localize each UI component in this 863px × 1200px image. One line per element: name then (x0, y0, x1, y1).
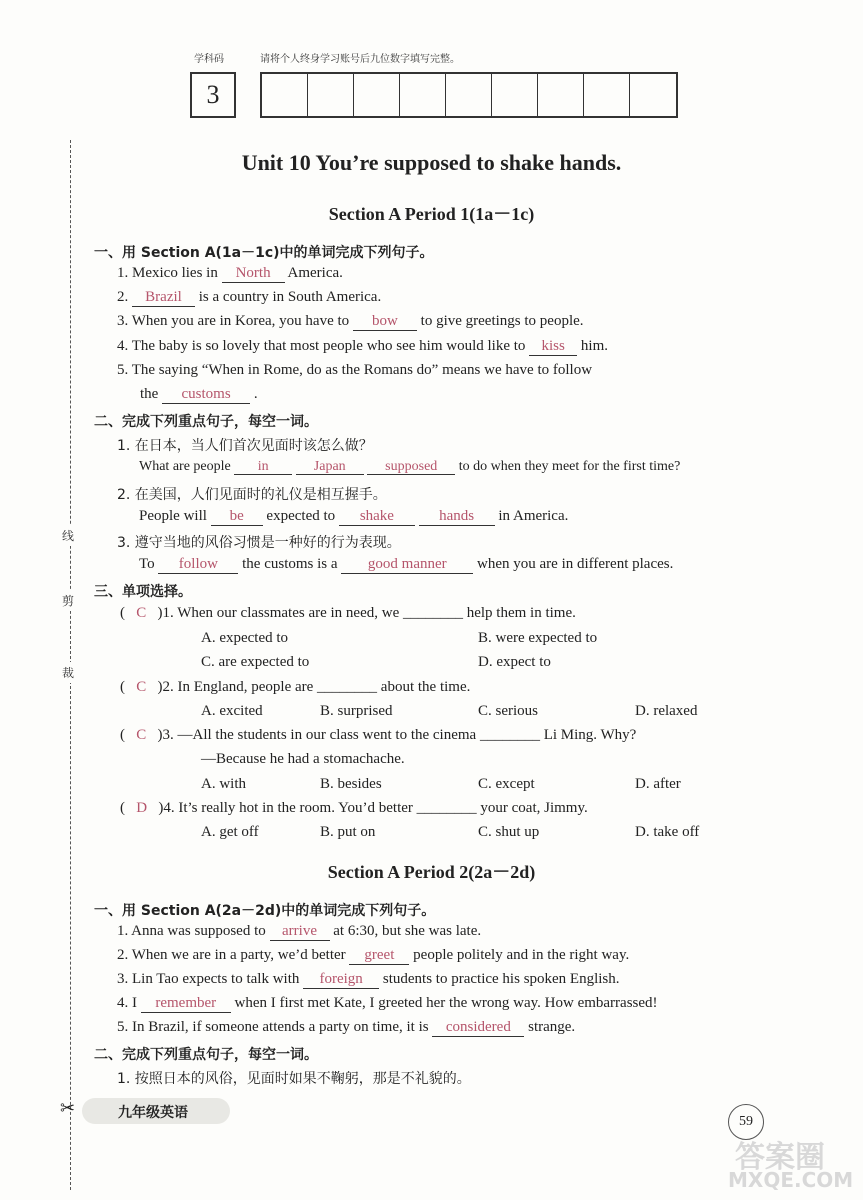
mc-option: C. are expected to (201, 654, 310, 670)
answer-blank: arrive (270, 923, 330, 941)
mc-option: A. with (201, 776, 246, 792)
section-title: Section A Period 2(2a－2d) (327, 862, 536, 882)
answer-blank: bow (353, 313, 417, 331)
chinese-sentence: 2. 在美国，人们见面时的礼仪是相互握手。 (117, 487, 387, 503)
question-line: 2. When we are in a party, we’d better greet people politely and in the right way. (117, 947, 630, 963)
watermark-logo: 答案圈 (735, 1140, 825, 1175)
digit-cell (400, 74, 446, 116)
answer-blank: kiss (529, 338, 577, 356)
mc-answer: C (136, 605, 147, 621)
part-heading: 三、单项选择。 (94, 584, 192, 600)
answer-blank: supposed (367, 459, 455, 475)
answer-blank: greet (349, 947, 409, 965)
mc-option: D. after (635, 776, 681, 792)
digit-cell (630, 74, 676, 116)
mc-answer: C (136, 727, 147, 743)
mc-option: B. surprised (320, 703, 393, 719)
book-title: 九年级英语 (118, 1105, 188, 1121)
answer-blank: in (234, 459, 292, 475)
watermark-url: MXQE.COM (728, 1168, 854, 1192)
page-number: 59 (728, 1104, 764, 1140)
subject-code-label: 学科码 (194, 54, 224, 65)
digit-cell (308, 74, 354, 116)
mc-option: D. relaxed (635, 703, 698, 719)
question-line: 2. Brazil is a country in South America. (117, 289, 382, 305)
scissors-icon: ✂ (60, 1098, 76, 1118)
mc-option: B. were expected to (478, 630, 598, 646)
cut-mark: 裁 (62, 662, 74, 683)
answer-blank: customs (162, 386, 250, 404)
question-line: To follow the customs is a good manner when you are in different places. (139, 556, 674, 572)
account-digit-cells (260, 72, 678, 118)
digit-cell (538, 74, 584, 116)
mc-option: C. shut up (478, 824, 540, 840)
question-line: 4. The baby is so lovely that most people who see him would like to kiss him. (117, 338, 609, 354)
mc-question-continuation: —Because he had a stomachache. (201, 751, 405, 767)
digit-cell (584, 74, 630, 116)
answer-blank: foreign (303, 971, 379, 989)
mc-question: ( D )4. It’s really hot in the room. You’d better ________ your coat, Jimmy. (120, 800, 588, 816)
part-heading: 一、用 Section A(1a－1c)中的单词完成下列句子。 (94, 245, 434, 261)
subject-code-box (190, 72, 236, 118)
mc-option: A. excited (201, 703, 263, 719)
mc-option: B. besides (320, 776, 382, 792)
answer-blank: considered (432, 1019, 524, 1037)
mc-option: A. expected to (201, 630, 289, 646)
question-line: 5. The saying “When in Rome, do as the Romans do” means we have to follow (117, 362, 593, 378)
mc-answer: C (136, 679, 147, 695)
chinese-sentence: 1. 按照日本的风俗，见面时如果不鞠躬，那是不礼貌的。 (117, 1071, 471, 1087)
digit-cell (262, 74, 308, 116)
answer-blank: hands (419, 508, 495, 526)
mc-question: ( C )1. When our classmates are in need, we ________ help them in time. (120, 605, 576, 621)
answer-blank: be (211, 508, 263, 526)
question-line: 1. Mexico lies in North America. (117, 265, 343, 281)
mc-option: D. expect to (478, 654, 551, 670)
header-instruction: 请将个人终身学习账号后九位数字填写完整。 (260, 54, 460, 65)
question-line: What are people in Japan supposed to do when they meet for the first time? (139, 459, 681, 474)
mc-option: B. put on (320, 824, 376, 840)
mc-option: A. get off (201, 824, 259, 840)
chinese-sentence: 1. 在日本，当人们首次见面时该怎么做？ (117, 438, 373, 454)
unit-title: Unit 10 You’re supposed to shake hands. (241, 150, 622, 175)
question-line: 5. In Brazil, if someone attends a party on time, it is considered strange. (117, 1019, 576, 1035)
part-heading: 二、完成下列重点句子，每空一词。 (94, 1047, 318, 1063)
mc-option: D. take off (635, 824, 700, 840)
answer-blank: North (222, 265, 285, 283)
digit-cell (446, 74, 492, 116)
cut-mark: 线 (62, 525, 74, 546)
answer-blank: follow (158, 556, 238, 574)
part-heading: 一、用 Section A(2a－2d)中的单词完成下列句子。 (94, 903, 436, 919)
digit-cell (492, 74, 538, 116)
question-line: 3. Lin Tao expects to talk with foreign students to practice his spoken English. (117, 971, 620, 987)
mc-option: C. serious (478, 703, 538, 719)
part-heading: 二、完成下列重点句子，每空一词。 (94, 414, 318, 430)
mc-answer: D (136, 800, 148, 816)
mc-question: ( C )3. —All the students in our class went to the cinema ________ Li Ming. Why? (120, 727, 637, 743)
mc-option: C. except (478, 776, 535, 792)
answer-blank: Brazil (132, 289, 195, 307)
question-line: 3. When you are in Korea, you have to bow to give greetings to people. (117, 313, 584, 329)
answer-blank: shake (339, 508, 415, 526)
digit-cell (354, 74, 400, 116)
answer-blank: remember (141, 995, 231, 1013)
section-title: Section A Period 1(1a－1c) (328, 204, 535, 224)
question-line: the customs . (140, 386, 258, 402)
answer-blank: good manner (341, 556, 473, 574)
question-line: People will be expected to shake hands in America. (139, 508, 569, 524)
chinese-sentence: 3. 遵守当地的风俗习惯是一种好的行为表现。 (117, 535, 401, 551)
mc-question: ( C )2. In England, people are ________ about the time. (120, 679, 471, 695)
answer-blank: Japan (296, 459, 364, 475)
question-line: 1. Anna was supposed to arrive at 6:30, but she was late. (117, 923, 482, 939)
cut-mark: 剪 (62, 590, 74, 611)
question-line: 4. I remember when I first met Kate, I greeted her the wrong way. How embarrassed! (117, 995, 658, 1011)
subject-code: 3 (206, 80, 220, 109)
